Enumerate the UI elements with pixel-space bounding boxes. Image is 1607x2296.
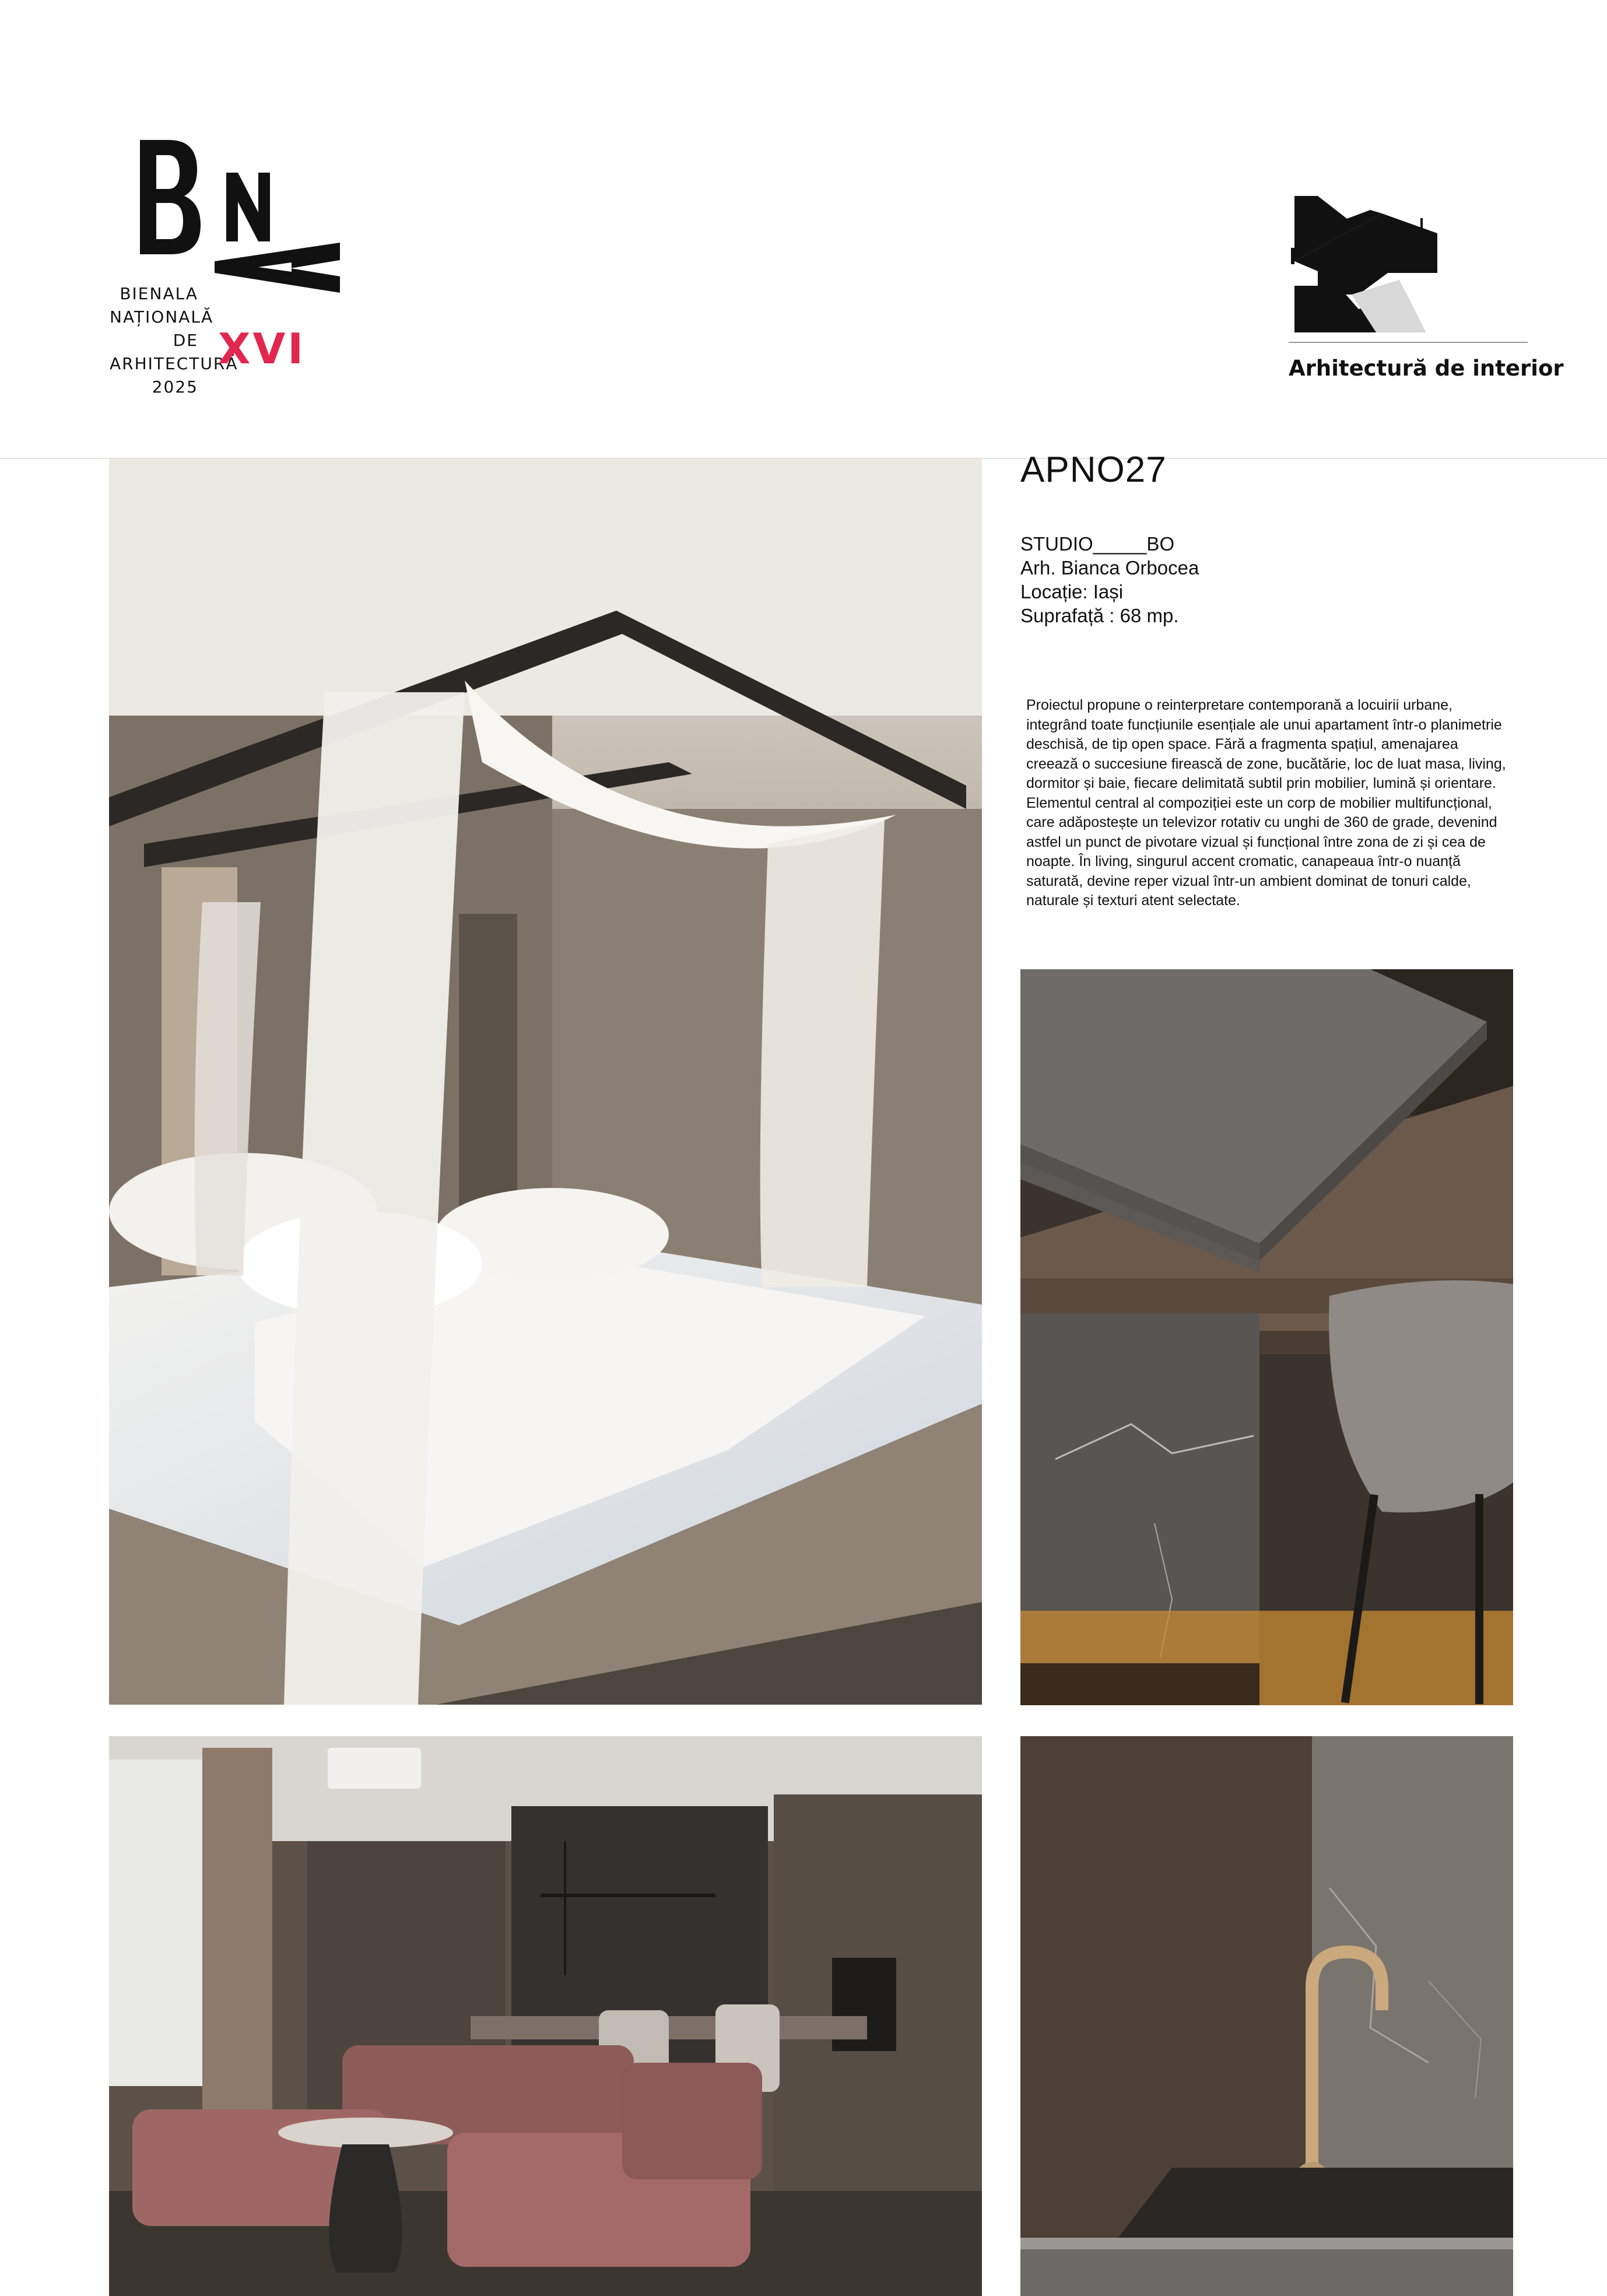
edition-badge: XVI (218, 324, 306, 373)
counter-photo (1020, 969, 1513, 1705)
de-line: DE (173, 331, 198, 350)
studio-name: STUDIO_____BO (1020, 533, 1175, 555)
sink-photo (1020, 1736, 1513, 2296)
description-paragraph: Proiectul propune o reinterpretare contemporană a locuirii urbane, integrând toate funcțiunile esențiale ale unui apartament într-o planimetrie deschisă, de tip open space. Fără a fragmenta spațiul, amenajarea creează o succesiune firească de zone, bucătărie, loc de luat masa, living, dormitor și baie, fiecare delimitată subtil prin mobilier, lumină și orientare. (1026, 697, 1506, 791)
arhitectura-line: ARHITECTURĂ (110, 354, 238, 373)
bienala-line: BIENALA (120, 284, 198, 303)
living-photo (109, 1736, 982, 2296)
nationala-line: NAȚIONALĂ (110, 307, 214, 327)
section-caption: Arhitectură de interior (1289, 356, 1564, 381)
section-logo (1283, 192, 1564, 397)
description-paragraph: Elementul central al compoziției este un corp de mobilier multifuncțional, care adăpostește un televizor rotativ cu unghi de 360 de grade, devenind astfel un punct de pivotare vizual și funcțional între zona de zi și cea de noapte. În living, singurul accent cromatic, canapeaua într-o nuanță saturată, devine reper vizual într-un ambient dominat de tonuri calde, naturale și texturi atent selectate. (1026, 794, 1497, 909)
bedroom-photo (109, 459, 982, 1705)
architect-name: Arh. Bianca Orbocea (1020, 557, 1199, 579)
year-line: 2025 (152, 377, 198, 397)
project-title: APNO27 (1020, 450, 1167, 490)
project-area: Suprafață : 68 mp. (1020, 605, 1179, 626)
bienala-logo (110, 138, 349, 406)
interior-architecture-icon (1283, 192, 1440, 338)
project-description (1026, 696, 1510, 911)
section-logo-rule (1289, 342, 1528, 343)
project-meta (1020, 532, 1199, 628)
project-location: Locație: Iași (1020, 581, 1124, 602)
